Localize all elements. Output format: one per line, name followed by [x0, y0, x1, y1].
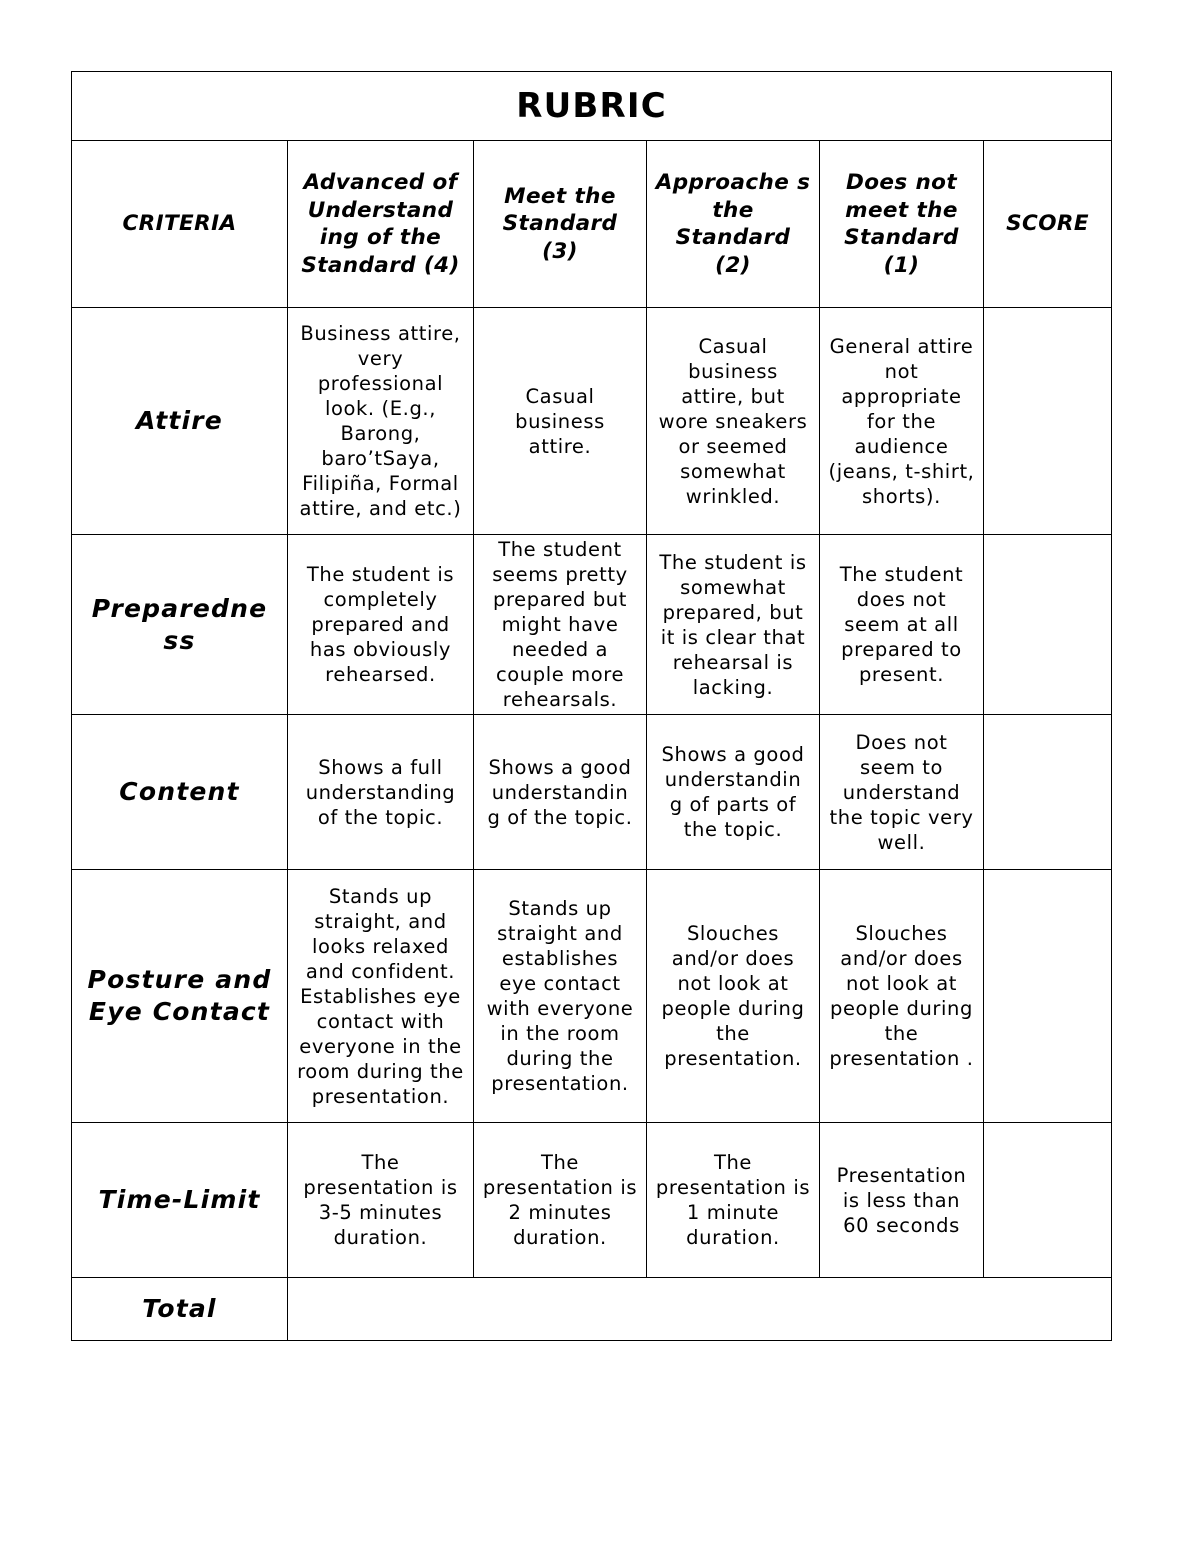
criteria-row-attire — [72, 308, 1112, 535]
criteria-label: Time-Limit — [72, 1123, 288, 1278]
total-label: Total — [72, 1278, 288, 1341]
criteria-label: Posture and Eye Contact — [72, 870, 288, 1123]
level-3-description: Stands up straight and establishes eye contact with everyone in the room during the presentation. — [474, 870, 647, 1123]
criteria-row-content — [72, 715, 1112, 870]
level-1-description: Does not seem to understand the topic very well. — [820, 715, 984, 870]
level-2-description: The presentation is 1 minute duration. — [647, 1123, 820, 1278]
level-2-header: Approache s the Standard (2) — [647, 141, 820, 308]
score-cell[interactable] — [984, 308, 1112, 535]
level-1-description: General attire not appropriate for the audience (jeans, t-shirt, shorts). — [820, 308, 984, 535]
level-3-header: Meet the Standard (3) — [474, 141, 647, 308]
criteria-row-preparedness — [72, 535, 1112, 715]
level-2-description: Casual business attire, but wore sneakers or seemed somewhat wrinkled. — [647, 308, 820, 535]
level-3-description: Shows a good understandin g of the topic. — [474, 715, 647, 870]
level-3-description: Casual business attire. — [474, 308, 647, 535]
rubric-table — [71, 71, 1112, 1341]
title-row — [72, 72, 1112, 141]
level-4-description: Stands up straight, and looks relaxed and confident. Establishes eye contact with everyone in the room during the presentation. — [288, 870, 474, 1123]
criteria-label: Preparedne ss — [72, 535, 288, 715]
level-1-description: Slouches and/or does not look at people during the presentation . — [820, 870, 984, 1123]
level-2-description: The student is somewhat prepared, but it is clear that rehearsal is lacking. — [647, 535, 820, 715]
score-cell[interactable] — [984, 870, 1112, 1123]
level-3-description: The presentation is 2 minutes duration. — [474, 1123, 647, 1278]
level-4-description: The presentation is 3-5 minutes duration. — [288, 1123, 474, 1278]
score-cell[interactable] — [984, 535, 1112, 715]
level-2-description: Shows a good understandin g of parts of the topic. — [647, 715, 820, 870]
rubric-title: RUBRIC — [72, 72, 1112, 141]
header-row — [72, 141, 1112, 308]
score-cell[interactable] — [984, 1123, 1112, 1278]
level-4-description: The student is completely prepared and has obviously rehearsed. — [288, 535, 474, 715]
level-1-header: Does not meet the Standard (1) — [820, 141, 984, 308]
level-4-description: Shows a full understanding of the topic. — [288, 715, 474, 870]
level-4-description: Business attire, very professional look. (E.g., Barong, baro’tSaya, Filipiña, Formal attire, and etc.) — [288, 308, 474, 535]
total-row — [72, 1278, 1112, 1341]
criteria-label: Content — [72, 715, 288, 870]
total-score-cell[interactable] — [288, 1278, 1112, 1341]
criteria-row-posture — [72, 870, 1112, 1123]
score-cell[interactable] — [984, 715, 1112, 870]
criteria-label: Attire — [72, 308, 288, 535]
level-1-description: The student does not seem at all prepared to present. — [820, 535, 984, 715]
score-header: SCORE — [984, 141, 1112, 308]
level-2-description: Slouches and/or does not look at people during the presentation. — [647, 870, 820, 1123]
level-1-description: Presentation is less than 60 seconds — [820, 1123, 984, 1278]
criteria-row-time-limit — [72, 1123, 1112, 1278]
level-4-header: Advanced of Understand ing of the Standard (4) — [288, 141, 474, 308]
criteria-header: CRITERIA — [72, 141, 288, 308]
level-3-description: The student seems pretty prepared but might have needed a couple more rehearsals. — [474, 535, 647, 715]
